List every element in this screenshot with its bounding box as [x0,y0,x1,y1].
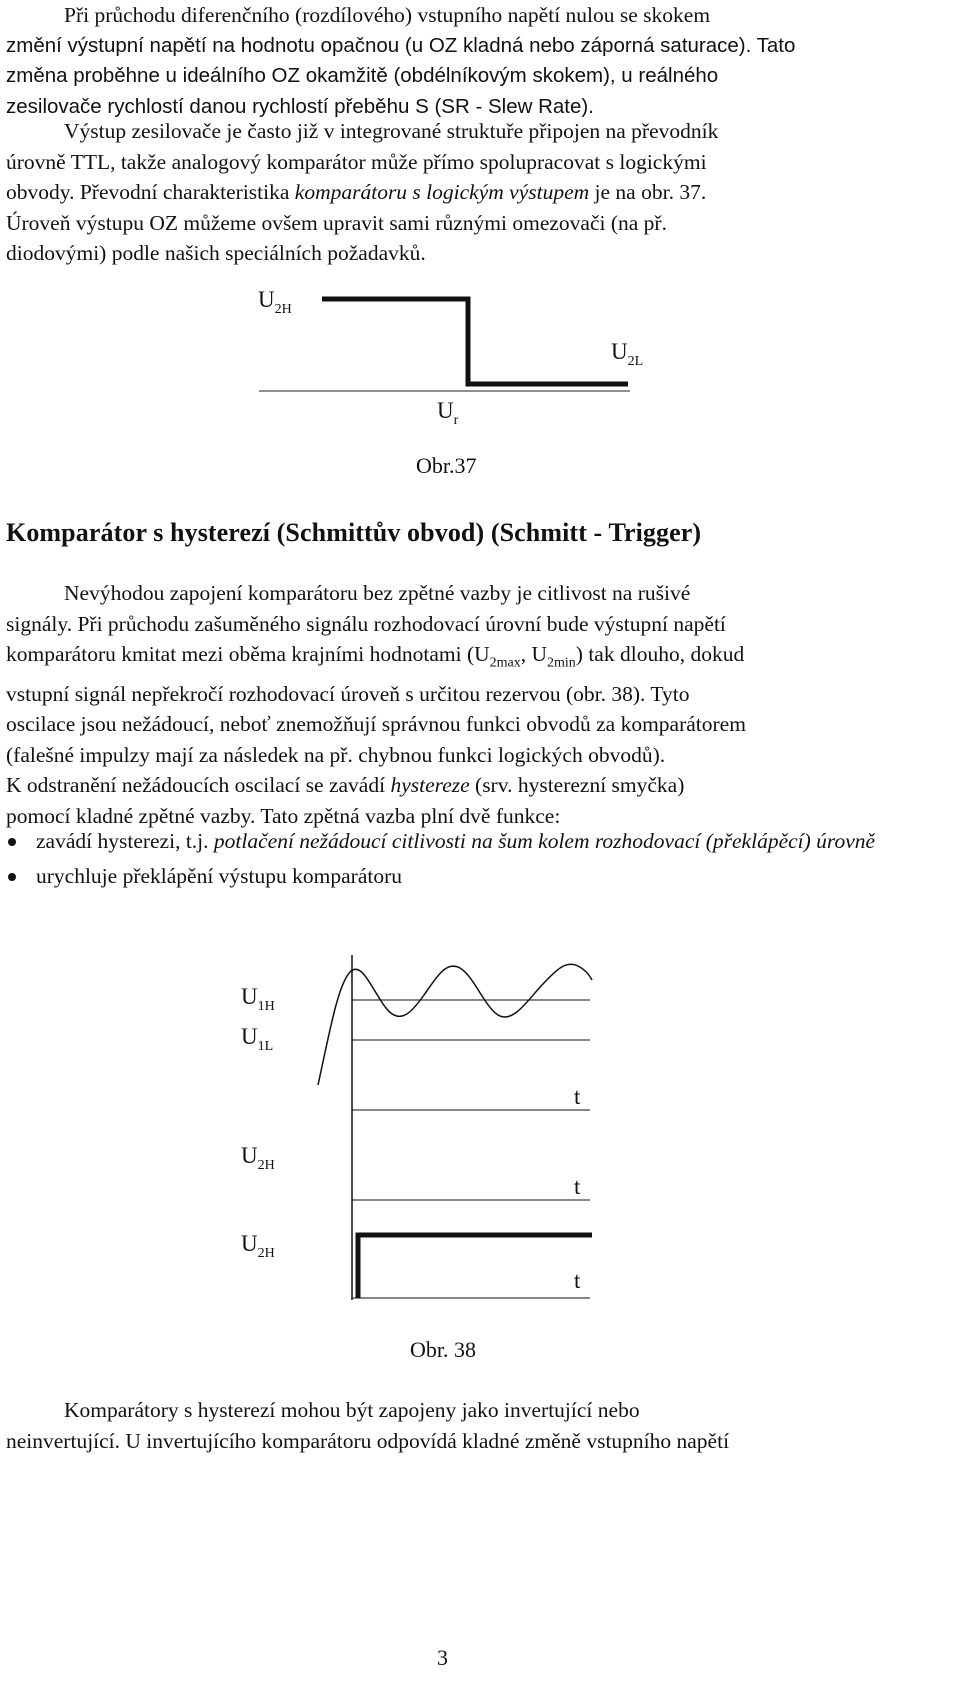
output-step-line [358,1235,592,1298]
label-main: U [241,1231,258,1256]
label-main: U [437,398,454,423]
label-subscript: 2H [257,1246,275,1261]
text-line: oscilace jsou nežádoucí, neboť znemožňují správnou funkci obvodů za komparátorem [6,712,746,737]
label-subscript: r [453,413,459,428]
text-line: Nevýhodou zapojení komparátoru bez zpětné vazby je citlivost na rušivé [64,581,691,605]
label-main: U [611,339,628,364]
list-item-text: urychluje překlápění výstupu komparátoru [36,863,402,888]
text-line: (falešné impulzy mají za následek na př. chybnou funkci logických obvodů). [6,742,666,767]
label-t-2: t [574,1174,581,1199]
label-subscript: 1H [257,999,275,1014]
text-line: Při průchodu diferenčního (rozdílového) vstupního napětí nulou se skokem [64,3,711,27]
label-main: U [241,1143,258,1168]
text-line: zesilovače rychlostí danou rychlostí přeběhu S (SR - Slew Rate). [6,94,594,118]
emphasis-text: komparátoru s logickým výstupem [294,180,590,204]
text-span: obvody. Převodní charakteristika [6,180,295,204]
label-t-3: t [574,1268,581,1293]
label-u2h-upper [241,1143,275,1174]
text-line: změní výstupní napětí na hodnotu opačnou (u OZ kladná nebo záporná saturace). Tato [6,33,796,57]
list-item-emphasis: potlačení nežádoucí citlivosti na šum kolem rozhodovací (překlápěcí) úrovně [213,829,876,853]
text-span: (srv. hysterezní smyčka) [469,773,685,798]
label-t-1: t [574,1084,581,1109]
label-u1l [241,1024,273,1055]
text-line: Úroveň výstupu OZ můžeme ovšem upravit sami různými omezovači (na př. [6,210,667,235]
text-line: pomocí kladné zpětné vazby. Tato zpětná vazba plní dvě funkce: [6,803,561,828]
text-line: diodovými) podle našich speciálních požadavků. [6,241,426,265]
label-main: U [241,984,258,1009]
subscript: 2max [489,655,521,671]
text-line: Výstup zesilovače je často již v integrované struktuře připojen na převodník [64,119,719,143]
section-heading: Komparátor s hysterezí (Schmittův obvod) (Schmitt - Trigger) [6,518,702,547]
text-span: komparátoru kmitat mezi oběma krajními hodnotami (U [6,642,490,666]
input-signal-curve [318,964,592,1085]
figure-38-caption: Obr. 38 [410,1337,476,1362]
text-line: úrovně TTL, takže analogový komparátor může přímo spolupracovat s logickými [6,149,707,174]
text-span: , U [520,642,548,666]
page-number: 3 [437,1645,448,1670]
text-line: vstupní signál nepřekročí rozhodovací úroveň s určitou rezervou (obr. 38). Tyto [6,681,690,706]
list-item-text: zavádí hysterezi, t.j. [36,829,214,853]
paragraph-inverting [6,1395,954,1456]
text-span: je na obr. 37. [589,180,707,204]
text-line: neinvertující. U invertujícího komparátoru odpovídá kladné změně vstupního napětí [6,1428,730,1453]
emphasis-text: hystereze [390,773,470,798]
label-main: U [241,1024,258,1049]
label-subscript: 2H [274,302,292,317]
label-subscript: 1L [257,1039,274,1054]
text-line: Komparátory s hysterezí mohou být zapojeny jako invertující nebo [64,1398,640,1422]
text-line: signály. Při průchodu zašuměného signálu rozhodovací úrovní bude výstupní napětí [6,611,726,636]
text-span: K odstranění nežádoucích oscilací se zavádí [6,773,391,798]
text-line: změna proběhne u ideálního OZ okamžitě (obdélníkovým skokem), u reálného [6,64,719,87]
subscript: 2min [547,655,576,671]
label-subscript: 2L [627,354,644,369]
label-u1h [241,984,275,1015]
text-span: ) tak dlouho, dokud [575,642,745,666]
label-main: U [258,287,275,312]
label-u2h-lower [241,1231,275,1262]
label-subscript: 2H [257,1158,275,1173]
figure-37-caption: Obr.37 [416,453,477,478]
